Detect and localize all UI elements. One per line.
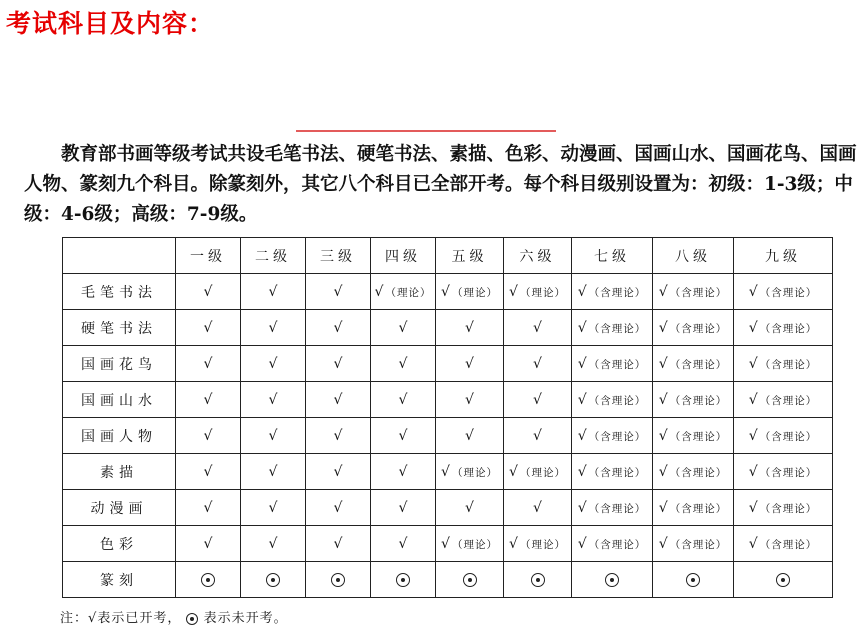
table-row <box>63 310 833 346</box>
table-row <box>63 346 833 382</box>
footnote-open-mark: √ <box>88 611 98 626</box>
status-cell <box>306 490 371 526</box>
status-cell <box>371 382 436 418</box>
status-cell <box>241 562 306 598</box>
status-cell <box>371 490 436 526</box>
subject-name: 毛笔书法 <box>63 274 176 310</box>
check-mark: √ <box>268 535 278 552</box>
status-cell <box>176 274 241 310</box>
footnote-closed-mark-icon <box>186 613 198 625</box>
theory-note: （含理论） <box>669 502 728 515</box>
status-cell <box>653 526 734 562</box>
status-cell <box>572 526 653 562</box>
footnote-prefix: 注： <box>60 611 89 626</box>
status-cell <box>504 454 572 490</box>
theory-note: （含理论） <box>588 502 647 515</box>
status-cell <box>176 346 241 382</box>
theory-note: （含理论） <box>669 430 728 443</box>
table-row <box>63 562 833 598</box>
status-cell <box>176 562 241 598</box>
status-cell <box>306 274 371 310</box>
table-row <box>63 382 833 418</box>
table-row <box>63 274 833 310</box>
status-cell <box>504 310 572 346</box>
level-header: 六级 <box>504 238 572 274</box>
theory-note: （含理论） <box>588 286 647 299</box>
check-mark: √ <box>268 391 278 408</box>
check-mark: √ <box>268 427 278 444</box>
footnote-closed-text: 表示未开考。 <box>203 611 288 626</box>
check-mark: √ <box>333 355 343 372</box>
check-mark: √ <box>398 355 408 372</box>
not-open-icon <box>201 573 215 587</box>
check-mark: √ <box>533 427 542 444</box>
status-cell <box>176 454 241 490</box>
check-mark: √ <box>748 283 758 300</box>
level-header: 七级 <box>572 238 653 274</box>
level-header: 三级 <box>306 238 371 274</box>
check-mark: √ <box>465 499 474 516</box>
status-cell <box>572 418 653 454</box>
status-cell <box>504 418 572 454</box>
status-cell <box>306 310 371 346</box>
theory-note: （含理论） <box>669 538 728 551</box>
check-mark: √ <box>333 427 343 444</box>
status-cell <box>371 454 436 490</box>
check-mark: √ <box>333 463 343 480</box>
level-header-row <box>63 238 833 274</box>
theory-note: （含理论） <box>588 466 647 479</box>
status-cell <box>241 274 306 310</box>
status-cell <box>241 454 306 490</box>
check-mark: √ <box>203 427 213 444</box>
level-header: 五级 <box>436 238 504 274</box>
status-cell <box>734 382 833 418</box>
subject-name: 国画山水 <box>63 382 176 418</box>
check-mark: √ <box>658 427 668 444</box>
subject-name: 国画花鸟 <box>63 346 176 382</box>
status-cell <box>572 562 653 598</box>
theory-note: （理论） <box>385 286 432 299</box>
status-cell <box>572 310 653 346</box>
check-mark: √ <box>509 283 518 300</box>
not-open-icon <box>531 573 545 587</box>
status-cell <box>371 562 436 598</box>
check-mark: √ <box>398 319 408 336</box>
status-cell <box>176 490 241 526</box>
check-mark: √ <box>398 499 408 516</box>
status-cell <box>653 562 734 598</box>
status-cell <box>176 382 241 418</box>
check-mark: √ <box>748 319 758 336</box>
status-cell <box>572 382 653 418</box>
check-mark: √ <box>398 463 408 480</box>
not-open-icon <box>396 573 410 587</box>
subject-name: 篆刻 <box>63 562 176 598</box>
status-cell <box>653 310 734 346</box>
status-cell <box>306 346 371 382</box>
check-mark: √ <box>533 355 542 372</box>
subject-name: 色彩 <box>63 526 176 562</box>
check-mark: √ <box>465 391 474 408</box>
level-header: 九级 <box>734 238 833 274</box>
table-row <box>63 490 833 526</box>
intro-paragraph: 教育部书画等级考试共设毛笔书法、硬笔书法、素描、色彩、动漫画、国画山水、国画花鸟、国画人物、篆刻九个科目。除篆刻外，其它八个科目已全部开考。每个科目级别设置为：初级：1-3级；中级：4-6级；高级：7-9级。 <box>24 144 857 225</box>
check-mark: √ <box>441 463 450 480</box>
status-cell <box>572 274 653 310</box>
check-mark: √ <box>748 463 758 480</box>
status-cell <box>436 310 504 346</box>
theory-note: （含理论） <box>588 538 647 551</box>
check-mark: √ <box>203 535 213 552</box>
theory-note: （含理论） <box>759 430 818 443</box>
status-cell <box>436 346 504 382</box>
theory-note: （理论） <box>519 466 566 479</box>
check-mark: √ <box>268 355 278 372</box>
check-mark: √ <box>748 427 758 444</box>
check-mark: √ <box>268 283 278 300</box>
status-cell <box>306 382 371 418</box>
check-mark: √ <box>203 499 213 516</box>
status-cell <box>306 454 371 490</box>
check-mark: √ <box>441 283 450 300</box>
status-cell <box>734 310 833 346</box>
status-cell <box>436 382 504 418</box>
theory-note: （含理论） <box>759 322 818 335</box>
check-mark: √ <box>203 463 213 480</box>
status-cell <box>241 382 306 418</box>
check-mark: √ <box>658 319 668 336</box>
check-mark: √ <box>658 355 668 372</box>
check-mark: √ <box>577 355 587 372</box>
check-mark: √ <box>398 427 408 444</box>
check-mark: √ <box>533 499 542 516</box>
status-cell <box>306 418 371 454</box>
table-row <box>63 526 833 562</box>
check-mark: √ <box>333 319 343 336</box>
check-mark: √ <box>465 355 474 372</box>
theory-note: （含理论） <box>588 430 647 443</box>
theory-note: （含理论） <box>588 394 647 407</box>
theory-note: （含理论） <box>759 538 818 551</box>
check-mark: √ <box>577 427 587 444</box>
footnote-open-text: 表示已开考， <box>97 611 182 626</box>
check-mark: √ <box>577 463 587 480</box>
check-mark: √ <box>268 319 278 336</box>
check-mark: √ <box>333 391 343 408</box>
status-cell <box>241 490 306 526</box>
status-cell <box>734 490 833 526</box>
status-cell <box>734 526 833 562</box>
check-mark: √ <box>203 283 213 300</box>
theory-note: （含理论） <box>588 358 647 371</box>
check-mark: √ <box>374 283 384 300</box>
check-mark: √ <box>533 391 542 408</box>
status-cell <box>504 562 572 598</box>
status-cell <box>371 310 436 346</box>
status-cell <box>371 274 436 310</box>
check-mark: √ <box>658 463 668 480</box>
check-mark: √ <box>398 391 408 408</box>
theory-note: （含理论） <box>669 286 728 299</box>
check-mark: √ <box>577 499 587 516</box>
status-cell <box>306 562 371 598</box>
corner-cell <box>63 238 176 274</box>
check-mark: √ <box>333 283 343 300</box>
status-cell <box>734 274 833 310</box>
theory-note: （理论） <box>519 286 566 299</box>
status-cell <box>436 562 504 598</box>
check-mark: √ <box>658 283 668 300</box>
check-mark: √ <box>203 319 213 336</box>
status-cell <box>653 490 734 526</box>
status-cell <box>734 418 833 454</box>
footnote <box>60 607 288 626</box>
status-cell <box>734 454 833 490</box>
theory-note: （含理论） <box>669 394 728 407</box>
status-cell <box>436 454 504 490</box>
status-cell <box>504 346 572 382</box>
check-mark: √ <box>748 355 758 372</box>
check-mark: √ <box>577 535 587 552</box>
red-divider <box>296 130 556 132</box>
level-header: 四级 <box>371 238 436 274</box>
check-mark: √ <box>748 391 758 408</box>
table-row <box>63 418 833 454</box>
theory-note: （含理论） <box>759 358 818 371</box>
theory-note: （含理论） <box>588 322 647 335</box>
status-cell <box>436 526 504 562</box>
status-cell <box>653 274 734 310</box>
status-cell <box>504 490 572 526</box>
not-open-icon <box>266 573 280 587</box>
check-mark: √ <box>398 535 408 552</box>
status-cell <box>241 346 306 382</box>
status-cell <box>241 418 306 454</box>
theory-note: （含理论） <box>759 466 818 479</box>
check-mark: √ <box>509 463 518 480</box>
status-cell <box>176 418 241 454</box>
theory-note: （含理论） <box>669 358 728 371</box>
level-header: 八级 <box>653 238 734 274</box>
theory-note: （含理论） <box>759 502 818 515</box>
not-open-icon <box>686 573 700 587</box>
theory-note: （理论） <box>451 466 498 479</box>
status-cell <box>176 526 241 562</box>
check-mark: √ <box>577 319 587 336</box>
table-row <box>63 454 833 490</box>
status-cell <box>504 526 572 562</box>
status-cell <box>653 454 734 490</box>
check-mark: √ <box>441 535 450 552</box>
check-mark: √ <box>658 535 668 552</box>
status-cell <box>371 526 436 562</box>
exam-subject-table <box>62 237 833 598</box>
not-open-icon <box>605 573 619 587</box>
not-open-icon <box>776 573 790 587</box>
level-header: 二级 <box>241 238 306 274</box>
check-mark: √ <box>577 283 587 300</box>
theory-note: （含理论） <box>669 466 728 479</box>
status-cell <box>504 274 572 310</box>
check-mark: √ <box>465 319 474 336</box>
status-cell <box>504 382 572 418</box>
not-open-icon <box>463 573 477 587</box>
theory-note: （理论） <box>451 538 498 551</box>
status-cell <box>653 346 734 382</box>
subject-name: 素描 <box>63 454 176 490</box>
theory-note: （含理论） <box>759 394 818 407</box>
status-cell <box>241 526 306 562</box>
status-cell <box>734 346 833 382</box>
status-cell <box>436 418 504 454</box>
status-cell <box>734 562 833 598</box>
theory-note: （理论） <box>451 286 498 299</box>
check-mark: √ <box>465 427 474 444</box>
check-mark: √ <box>203 355 213 372</box>
status-cell <box>436 274 504 310</box>
not-open-icon <box>331 573 345 587</box>
check-mark: √ <box>748 499 758 516</box>
table-body <box>63 274 833 598</box>
status-cell <box>653 382 734 418</box>
level-header: 一级 <box>176 238 241 274</box>
status-cell <box>572 454 653 490</box>
status-cell <box>306 526 371 562</box>
theory-note: （含理论） <box>759 286 818 299</box>
theory-note: （含理论） <box>669 322 728 335</box>
status-cell <box>241 310 306 346</box>
check-mark: √ <box>748 535 758 552</box>
check-mark: √ <box>333 499 343 516</box>
check-mark: √ <box>658 391 668 408</box>
check-mark: √ <box>203 391 213 408</box>
check-mark: √ <box>533 319 542 336</box>
status-cell <box>371 418 436 454</box>
check-mark: √ <box>577 391 587 408</box>
subject-name: 动漫画 <box>63 490 176 526</box>
page-heading: 考试科目及内容： <box>6 9 215 38</box>
check-mark: √ <box>658 499 668 516</box>
subject-name: 国画人物 <box>63 418 176 454</box>
check-mark: √ <box>268 499 278 516</box>
status-cell <box>176 310 241 346</box>
check-mark: √ <box>268 463 278 480</box>
check-mark: √ <box>509 535 518 552</box>
status-cell <box>572 346 653 382</box>
status-cell <box>572 490 653 526</box>
theory-note: （理论） <box>519 538 566 551</box>
status-cell <box>653 418 734 454</box>
status-cell <box>371 346 436 382</box>
subject-name: 硬笔书法 <box>63 310 176 346</box>
check-mark: √ <box>333 535 343 552</box>
status-cell <box>436 490 504 526</box>
